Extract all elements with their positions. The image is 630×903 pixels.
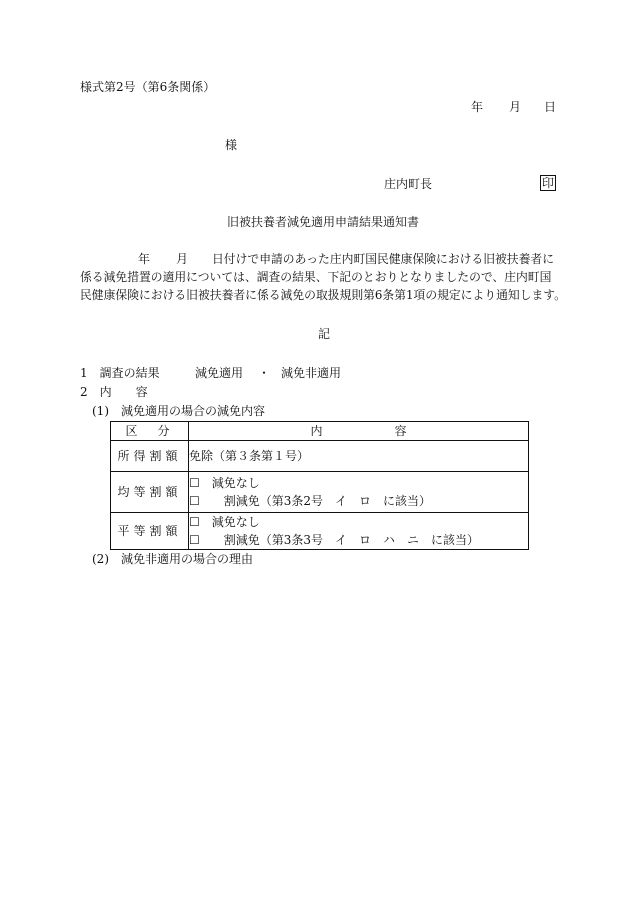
body-line-1: 日付けで申請のあった庄内町国民健康保険における旧被扶養者に xyxy=(212,252,554,266)
table-header-row xyxy=(111,422,529,441)
date-month-label: 月 xyxy=(509,100,522,114)
subitem2-heading: (2) 減免非適用の場合の理由 xyxy=(92,552,253,566)
row-label-per-capita: 均等割額 xyxy=(111,472,189,513)
ki-heading: 記 xyxy=(318,327,331,341)
document-title: 旧被扶養者減免適用申請結果通知書 xyxy=(227,215,420,229)
reduction-table xyxy=(110,421,529,550)
sender-name: 庄内町長 xyxy=(384,177,433,191)
body-line-3: 民健康保険における旧被扶養者に係る減免の取扱規則第6条第1項の規定により通知します。 xyxy=(80,288,566,302)
table-row xyxy=(111,472,529,513)
table-row xyxy=(111,513,529,550)
income-exemption-text: 免除（第３条第１号） xyxy=(189,449,310,463)
body-date-year: 年 xyxy=(138,252,151,266)
seal-mark: 印 xyxy=(542,176,555,190)
row-content-per-capita xyxy=(189,472,529,513)
row-content-household xyxy=(189,513,529,550)
item2-label: 2 内 容 xyxy=(80,385,148,399)
item1-option-apply: 減免適用 xyxy=(195,366,244,380)
item1-label: 1 調査の結果 xyxy=(80,366,160,380)
per-capita-no-reduction: ☐ 減免なし xyxy=(189,476,260,490)
item1-option-not-apply: 減免非適用 xyxy=(281,366,342,380)
per-capita-partial-reduction: ☐ 割減免（第3条2号 イ ロ に該当） xyxy=(189,494,432,508)
item1-separator: ・ xyxy=(258,366,271,380)
household-no-reduction: ☐ 減免なし xyxy=(189,515,260,529)
date-year-label: 年 xyxy=(471,100,484,114)
subitem1-heading: (1) 減免適用の場合の減免内容 xyxy=(92,404,265,418)
date-day-label: 日 xyxy=(544,100,557,114)
row-label-income: 所得割額 xyxy=(111,441,189,472)
body-line-2: 係る減免措置の適用については、調査の結果、下記のとおりとなりましたので、庄内町国 xyxy=(80,270,552,284)
household-partial-reduction: ☐ 割減免（第3条3号 イ ロ ハ ニ に該当） xyxy=(189,533,480,547)
form-number: 様式第2号（第6条関係） xyxy=(80,80,216,94)
body-date-month: 月 xyxy=(176,252,189,266)
table-row xyxy=(111,441,529,472)
row-content-income xyxy=(189,441,529,472)
table-header-content: 内 容 xyxy=(189,422,529,441)
addressee-suffix: 様 xyxy=(225,138,238,152)
row-label-household: 平等割額 xyxy=(111,513,189,550)
table-header-category: 区 分 xyxy=(111,422,189,441)
